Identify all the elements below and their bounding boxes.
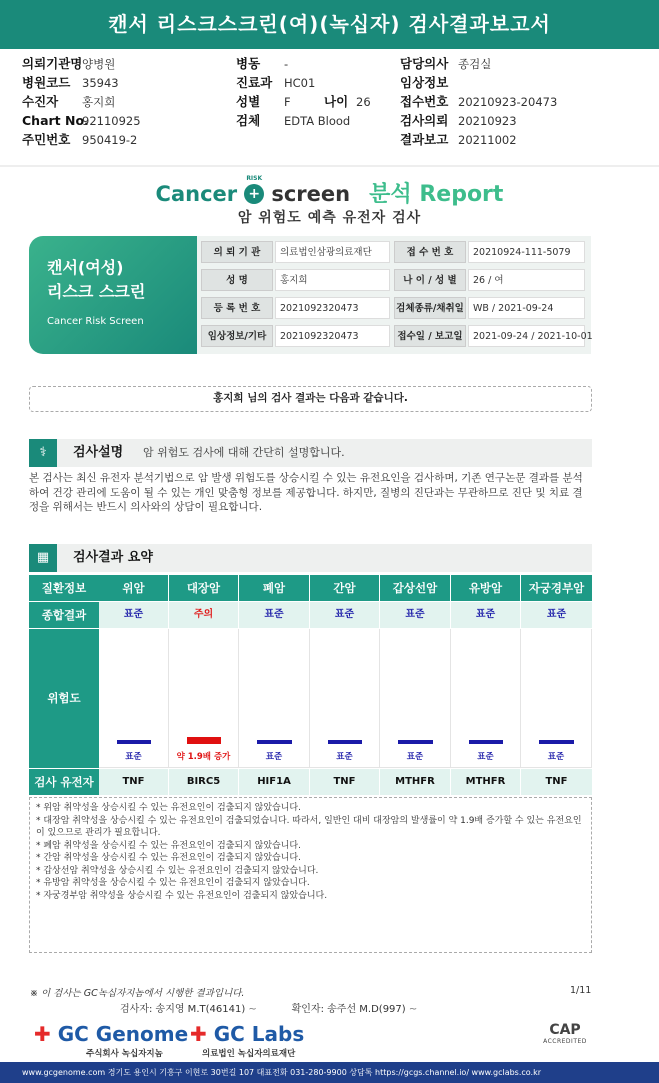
info-value: 2021092320473 <box>275 297 390 319</box>
info-key: 검체종류/채취일 <box>394 297 466 319</box>
section-description-text: 본 검사는 최신 유전자 분석기법으로 암 발생 위험도를 상승시킬 수 있는 유전요인을 검사하며, 기존 연구논문 결과를 분석하여 건강 관리에 도움이 될 수 있는 개인 맞춤형 정보를 제공합니다. 하지만, 질병의 진단과는 무관하므로 진단 및 치료 결정을 위해서는 반드시 의사와의 상담이 필요합니다. <box>29 472 583 513</box>
stethoscope-icon: ⚕ <box>29 439 57 467</box>
note-line: * 갑상선암 취약성을 상승시킬 수 있는 유전요인이 검출되지 않았습니다. <box>36 865 319 876</box>
risk-bar <box>257 740 292 744</box>
cap-accredited-logo: CAP ACCREDITED <box>543 1022 587 1045</box>
section-description-header <box>29 439 592 467</box>
risk-label: 표준 <box>125 752 142 762</box>
cancer-screen-logo <box>0 177 659 208</box>
report-page <box>0 167 659 1083</box>
info-key: 임상정보/기타 <box>201 325 273 347</box>
gene-name: MTHFR <box>451 769 521 795</box>
info-key: 나 이 / 성 별 <box>394 269 466 291</box>
info-value: WB / 2021-09-24 <box>468 297 585 319</box>
risk-cell <box>310 629 380 768</box>
overall-result: 표준 <box>521 602 592 628</box>
note-line: * 대장암 취약성을 상승시킬 수 있는 유전요인이 검출되었습니다. 따라서, 일반인 대비 대장암의 발생률이 약 1.9배 증가할 수 있는 유전요인이 있으므로 관리가 필요합니다. <box>36 815 582 838</box>
risk-cell <box>380 629 451 768</box>
field-clinical-info: 임상정보 <box>400 75 449 90</box>
row-label-disease: 질환정보 <box>29 575 99 601</box>
risk-row <box>29 629 592 768</box>
product-card <box>29 236 197 354</box>
gene-row <box>29 769 592 795</box>
field-resident-no: 주민번호 950419-2 <box>22 132 138 147</box>
overall-row <box>29 602 592 628</box>
disease-header: 대장암 <box>169 575 239 601</box>
card-subtitle: Cancer Risk Screen <box>47 316 144 327</box>
field-hospital-code: 병원코드 35943 <box>22 75 119 90</box>
gene-name: BIRC5 <box>169 769 239 795</box>
disease-header: 폐암 <box>239 575 310 601</box>
field-ward: 병동 - <box>236 56 289 71</box>
field-institution: 의뢰기관명양병원 <box>22 56 116 71</box>
gc-cross-icon: ✚ <box>34 1022 51 1046</box>
risk-label: 약 1.9배 증가 <box>176 752 231 762</box>
field-department: 진료과 HC01 <box>236 75 316 90</box>
logo-cross-icon: RISK + <box>242 184 266 204</box>
logo-analysis-report: 분석 Report <box>369 182 504 207</box>
footer-contact-bar: www.gcgenome.com 경기도 용인시 기흥구 이현로 30번길 107 대표전화 031-280-9900 상담톡 https://gcgs.channel.io/ www.gclabs.co.kr <box>0 1062 659 1083</box>
risk-cell <box>451 629 521 768</box>
gene-name: TNF <box>521 769 592 795</box>
risk-label: 표준 <box>406 752 424 762</box>
patient-header <box>0 49 659 167</box>
info-value: 홍지희 <box>275 269 390 291</box>
info-key: 등 록 번 호 <box>201 297 273 319</box>
risk-cell <box>239 629 310 768</box>
disease-header: 간암 <box>310 575 380 601</box>
section-summary-title: 검사결과 요약 <box>73 550 153 565</box>
section-description-desc: 암 위험도 검사에 대해 간단히 설명합니다. <box>143 446 345 459</box>
risk-label: 표준 <box>547 752 565 762</box>
result-notes <box>29 797 592 953</box>
card-title-2: 리스크 스크린 <box>47 282 146 301</box>
risk-bar <box>469 740 503 744</box>
gc-genome-logo: ✚ GC Genome <box>34 1022 189 1046</box>
gene-name: TNF <box>99 769 169 795</box>
gene-name: MTHFR <box>380 769 451 795</box>
logo-screen: screen <box>271 182 351 206</box>
risk-label: 표준 <box>265 752 283 762</box>
section-summary-header <box>29 544 592 572</box>
report-title-bar <box>0 0 659 49</box>
risk-cell <box>169 629 239 768</box>
risk-cell <box>521 629 592 768</box>
risk-cell <box>99 629 169 768</box>
gc-labs-sub: 의료법인 녹십자의료재단 <box>202 1049 296 1059</box>
row-label-gene: 검사 유전자 <box>29 769 99 795</box>
disease-header: 위암 <box>99 575 169 601</box>
examiner-signature-icon: ~ <box>248 1004 257 1015</box>
gc-cross-icon: ✚ <box>190 1022 207 1046</box>
risk-bar <box>328 740 362 744</box>
logo-cancer: Cancer <box>155 182 238 206</box>
field-sex: 성별 F 나이 26 <box>236 94 371 109</box>
risk-bar <box>117 740 151 744</box>
gc-labs-logo: ✚ GC Labs <box>190 1022 305 1046</box>
field-chart-no: Chart No.92110925 <box>22 113 141 128</box>
report-subtitle: 암 위험도 예측 유전자 검사 <box>237 210 422 226</box>
disease-header: 자궁경부암 <box>521 575 592 601</box>
gc-genome-sub: 주식회사 녹십자지놈 <box>86 1049 163 1059</box>
risk-label: 표준 <box>477 752 494 762</box>
lab-disclaimer: ※ 이 검사는 GC녹십자지놈에서 시행한 결과입니다. <box>30 988 245 999</box>
info-key: 접수일 / 보고일 <box>394 325 466 347</box>
logo-risk: RISK <box>246 175 263 182</box>
field-request-date: 검사의뢰 20210923 <box>400 113 517 128</box>
note-line: * 간암 취약성을 상승시킬 수 있는 유전요인이 검출되지 않았습니다. <box>36 853 301 863</box>
overall-result: 주의 <box>169 602 239 628</box>
gene-name: HIF1A <box>239 769 310 795</box>
risk-bar <box>539 740 574 744</box>
overall-result: 표준 <box>451 602 521 628</box>
note-line: * 유방암 취약성을 상승시킬 수 있는 유전요인이 검출되지 않았습니다. <box>36 878 310 888</box>
overall-result: 표준 <box>380 602 451 628</box>
field-accession-no: 접수번호 20210923-20473 <box>400 94 558 109</box>
info-key: 의 뢰 기 관 <box>201 241 273 263</box>
gene-name: TNF <box>310 769 380 795</box>
confirmer-signature-icon: ~ <box>408 1004 418 1015</box>
report-title: 캔서 리스크스크린(여)(녹십자) 검사결과보고서 <box>108 12 551 36</box>
info-value: 26 / 여 <box>468 269 585 291</box>
field-specimen: 검체 EDTA Blood <box>236 113 351 128</box>
greeting-box: 홍지희 님의 검사 결과는 다음과 같습니다. <box>29 386 592 412</box>
note-line: * 자궁경부암 취약성을 상승시킬 수 있는 유전요인이 검출되지 않았습니다. <box>36 890 328 901</box>
patient-info-table <box>197 236 591 354</box>
info-value: 의료법인삼광의료재단 <box>275 241 390 263</box>
page-number: 1/11 <box>570 985 592 996</box>
note-line: * 위암 취약성을 상승시킬 수 있는 유전요인이 검출되지 않았습니다. <box>36 803 301 813</box>
signers <box>120 1000 449 1015</box>
risk-label: 표준 <box>336 752 353 762</box>
report-icon: ▦ <box>29 544 57 572</box>
info-value: 2021092320473 <box>275 325 390 347</box>
disease-row <box>29 575 592 601</box>
examiner: 검사자: 송지영 M.T(46141) <box>120 1004 246 1015</box>
overall-result: 표준 <box>99 602 169 628</box>
confirmer: 확인자: 송주선 M.D(997) <box>291 1004 406 1015</box>
info-key: 성 명 <box>201 269 273 291</box>
field-patient: 수진자 홍지희 <box>22 94 116 109</box>
field-report-date: 결과보고 20211002 <box>400 132 517 147</box>
overall-result: 표준 <box>239 602 310 628</box>
section-description-title: 검사설명 <box>73 445 124 460</box>
card-title-1: 캔서(여성) <box>47 258 124 277</box>
risk-bar <box>187 737 221 744</box>
note-line: * 폐암 취약성을 상승시킬 수 있는 유전요인이 검출되지 않았습니다. <box>36 840 301 851</box>
info-value: 2021-09-24 / 2021-10-01 <box>468 325 585 347</box>
disease-header: 갑상선암 <box>380 575 451 601</box>
disease-header: 유방암 <box>451 575 521 601</box>
info-value: 20210924-111-5079 <box>468 241 585 263</box>
info-key: 접 수 번 호 <box>394 241 466 263</box>
risk-bar <box>398 740 433 744</box>
field-doctor: 담당의사 종검실 <box>400 56 492 71</box>
row-label-risk: 위험도 <box>29 629 99 768</box>
overall-result: 표준 <box>310 602 380 628</box>
row-label-overall: 종합결과 <box>29 602 99 628</box>
